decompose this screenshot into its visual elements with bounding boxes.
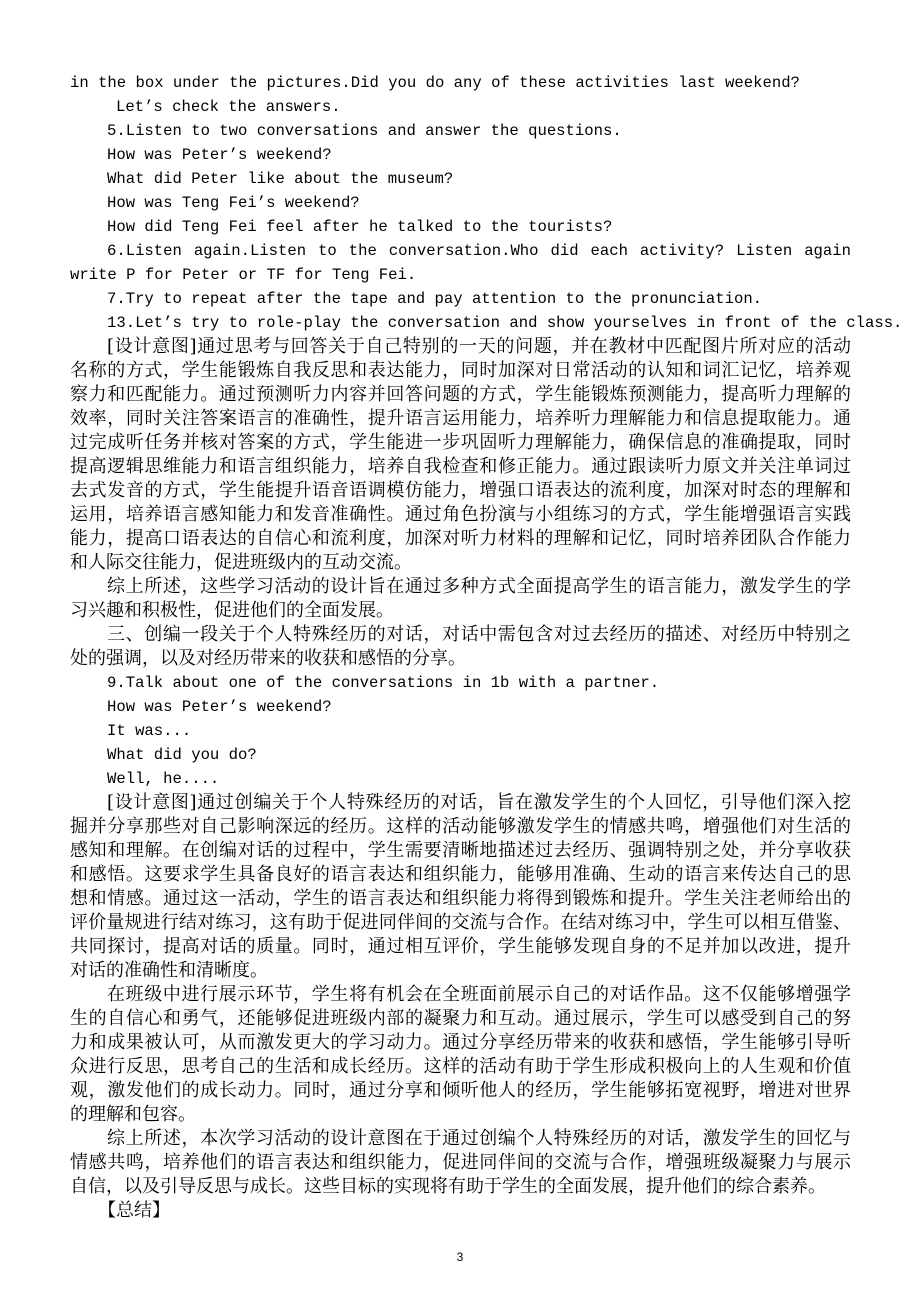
paragraph bbox=[70, 311, 903, 335]
text-line: 力和成果被认可，从而激发更大的学习动力。通过分享经历带来的收获和感悟，学生能够引导听 bbox=[70, 1032, 851, 1053]
text-line: 【总结】 bbox=[98, 1200, 170, 1221]
paragraph bbox=[70, 95, 851, 119]
paragraph bbox=[70, 671, 851, 695]
text-line: 综上所述，本次学习活动的设计意图在于通过创编个人特殊经历的对话，激发学生的回忆与 bbox=[107, 1128, 851, 1149]
text-line: [设计意图]通过创编关于个人特殊经历的对话，旨在激发学生的个人回忆，引导他们深入挖 bbox=[107, 792, 851, 813]
text-line: 习兴趣和积极性，促进他们的全面发展。 bbox=[70, 600, 394, 621]
paragraph bbox=[70, 335, 851, 575]
text-line: 效率，同时关注答案语言的准确性，提升语言运用能力，培养听力理解能力和信息提取能力。通 bbox=[70, 408, 851, 429]
document-body bbox=[70, 71, 903, 1223]
text-line: 5.Listen to two conversations and answer the questions. bbox=[107, 122, 622, 140]
text-line: 13.Let’s try to role-play the conversation and show yourselves in front of the class. bbox=[107, 314, 903, 332]
text-line: 自信，以及引导反思与成长。这些目标的实现将有助于学生的全面发展，提升他们的综合素养。 bbox=[70, 1176, 826, 1197]
text-line: How was Peter’s weekend? bbox=[107, 698, 332, 716]
paragraph bbox=[70, 623, 851, 671]
paragraph bbox=[70, 695, 851, 719]
text-line: 共同探讨，提高对话的质量。同时，通过相互评价，学生能够发现自身的不足并加以改进，提升 bbox=[70, 936, 851, 957]
text-line: It was... bbox=[107, 722, 192, 740]
paragraph bbox=[70, 719, 851, 743]
text-line: 观，激发他们的成长动力。同时，通过分享和倾听他人的经历，学生能够拓宽视野，增进对世界 bbox=[70, 1080, 851, 1101]
text-line: 生的自信心和勇气，还能够促进班级内部的凝聚力和互动。通过展示，学生可以感受到自己的努 bbox=[70, 1008, 851, 1029]
text-line: 6.Listen again.Listen to the conversation.Who did each activity? Listen again bbox=[107, 242, 851, 260]
text-line: 在班级中进行展示环节，学生将有机会在全班面前展示自己的对话作品。这不仅能够增强学 bbox=[107, 984, 851, 1005]
paragraph bbox=[70, 191, 851, 215]
text-line: 众进行反思，思考自己的生活和成长经历。这样的活动有助于学生形成积极向上的人生观和价值 bbox=[70, 1056, 851, 1077]
text-line: [设计意图]通过思考与回答关于自己特别的一天的问题，并在教材中匹配图片所对应的活动 bbox=[107, 336, 851, 357]
text-line: Well, he.... bbox=[107, 770, 220, 788]
text-line: 名称的方式，学生能锻炼自我反思和表达能力，同时加深对日常活动的认知和词汇记忆，培养观 bbox=[70, 360, 851, 381]
paragraph bbox=[70, 791, 851, 983]
paragraph bbox=[70, 575, 851, 623]
text-line: 和人际交往能力，促进班级内的互动交流。 bbox=[70, 552, 412, 573]
paragraph bbox=[70, 1127, 851, 1199]
paragraph bbox=[70, 983, 851, 1127]
paragraph bbox=[70, 767, 851, 791]
text-line: How was Peter’s weekend? bbox=[107, 146, 332, 164]
text-line: What did Peter like about the museum? bbox=[107, 170, 454, 188]
paragraph bbox=[70, 215, 851, 239]
text-line: What did you do? bbox=[107, 746, 257, 764]
paragraph bbox=[70, 239, 851, 287]
text-line: 能力，提高口语表达的自信心和流利度，加深对听力材料的理解和记忆，同时培养团队合作能力 bbox=[70, 528, 851, 549]
text-line: in the box under the pictures.Did you do any of these activities last weekend? bbox=[70, 74, 800, 92]
text-line: 9.Talk about one of the conversations in 1b with a partner. bbox=[107, 674, 660, 692]
text-line: 去式发音的方式，学生能提升语音语调模仿能力，增强口语表达的流利度，加深对时态的理解和 bbox=[70, 480, 851, 501]
text-line: 察力和匹配能力。通过预测听力内容并回答问题的方式，学生能锻炼预测能力，提高听力理解的 bbox=[70, 384, 851, 405]
text-line: 情感共鸣，培养他们的语言表达和组织能力，促进同伴间的交流与合作，增强班级凝聚力与展示 bbox=[70, 1152, 851, 1173]
paragraph bbox=[70, 71, 851, 95]
text-line: 运用，培养语言感知能力和发音准确性。通过角色扮演与小组练习的方式，学生能增强语言实践 bbox=[70, 504, 851, 525]
paragraph bbox=[70, 119, 851, 143]
text-line: 综上所述，这些学习活动的设计旨在通过多种方式全面提高学生的语言能力，激发学生的学 bbox=[107, 576, 851, 597]
text-line: 想和情感。通过这一活动，学生的语言表达和组织能力将得到锻炼和提升。学生关注老师给出的 bbox=[70, 888, 851, 909]
page-number: 3 bbox=[456, 1250, 464, 1264]
paragraph bbox=[70, 743, 851, 767]
text-line: 处的强调，以及对经历带来的收获和感悟的分享。 bbox=[70, 648, 466, 669]
text-line: 提高逻辑思维能力和语言组织能力，培养自我检查和修正能力。通过跟读听力原文并关注单词过 bbox=[70, 456, 851, 477]
text-line: write P for Peter or TF for Teng Fei. bbox=[70, 266, 417, 284]
text-line: 的理解和包容。 bbox=[70, 1104, 196, 1125]
text-line: 感知和理解。在创编对话的过程中，学生需要清晰地描述过去经历、强调特别之处，并分享收获 bbox=[70, 840, 851, 861]
text-line: 7.Try to repeat after the tape and pay attention to the pronunciation. bbox=[107, 290, 763, 308]
text-line: How was Teng Fei’s weekend? bbox=[107, 194, 360, 212]
text-line: How did Teng Fei feel after he talked to the tourists? bbox=[107, 218, 613, 236]
paragraph bbox=[70, 167, 851, 191]
text-line: 对话的准确性和清晰度。 bbox=[70, 960, 268, 981]
paragraph bbox=[70, 1199, 851, 1223]
text-line: 三、创编一段关于个人特殊经历的对话，对话中需包含对过去经历的描述、对经历中特别之 bbox=[107, 624, 851, 645]
paragraph bbox=[70, 143, 851, 167]
text-line: 掘并分享那些对自己影响深远的经历。这样的活动能够激发学生的情感共鸣，增强他们对生活的 bbox=[70, 816, 851, 837]
text-line: Let’s check the answers. bbox=[116, 98, 341, 116]
text-line: 和感悟。这要求学生具备良好的语言表达和组织能力，能够用准确、生动的语言来传达自己的思 bbox=[70, 864, 851, 885]
text-line: 评价量规进行结对练习，这有助于促进同伴间的交流与合作。在结对练习中，学生可以相互借鉴、 bbox=[70, 912, 851, 933]
text-line: 过完成听任务并核对答案的方式，学生能进一步巩固听力理解能力，确保信息的准确提取，同时 bbox=[70, 432, 851, 453]
paragraph bbox=[70, 287, 851, 311]
